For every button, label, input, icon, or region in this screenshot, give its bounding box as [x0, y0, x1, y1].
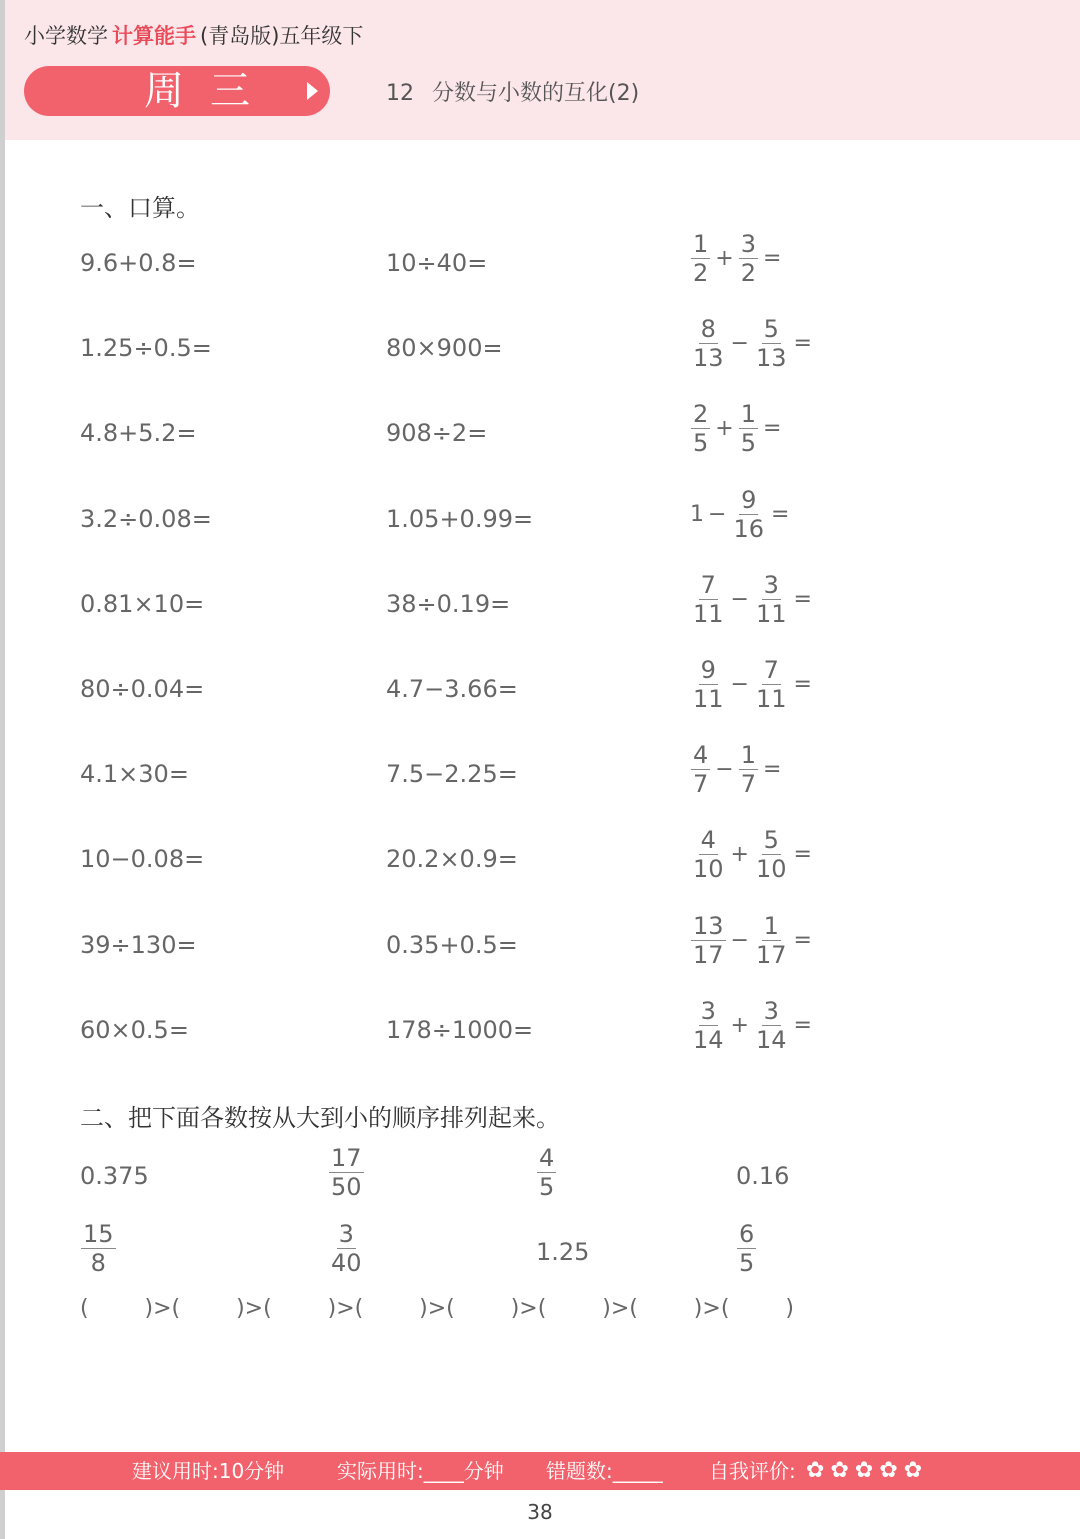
- fraction: [81, 1220, 116, 1277]
- problem-col1: 4.8+5.2=: [80, 419, 197, 448]
- problem-col1: 4.1×30=: [80, 760, 189, 789]
- rating-flower-icon[interactable]: ✿: [854, 1458, 874, 1483]
- fraction-numerator: 17: [331, 1144, 362, 1172]
- lesson-title: 分数与小数的互化(2): [432, 81, 640, 106]
- whole-number: 1: [690, 501, 704, 527]
- fraction-number: [326, 1144, 367, 1201]
- equals-sign: =: [793, 672, 812, 697]
- fraction: [691, 826, 726, 883]
- problem-col1: 80÷0.04=: [80, 675, 205, 703]
- fraction-problem: [688, 997, 814, 1054]
- problem-col2: 4.7−3.66=: [386, 675, 518, 703]
- fraction-numerator: 15: [83, 1220, 114, 1248]
- problem-col1: 3.2÷0.08=: [80, 504, 212, 533]
- fraction-numerator: 9: [741, 485, 757, 514]
- fraction: [754, 656, 789, 713]
- fraction-numerator: 9: [700, 656, 716, 684]
- fraction: [691, 400, 710, 457]
- fraction-denominator: 40: [331, 1249, 362, 1277]
- fraction-denominator: 16: [733, 514, 764, 543]
- fraction-denominator: 5: [739, 1249, 755, 1277]
- fraction-number: [734, 1220, 759, 1277]
- fraction-denominator: 14: [755, 1025, 787, 1054]
- fraction-problem: [688, 656, 814, 713]
- operator: −: [730, 672, 749, 697]
- problem-col2: 10÷40=: [386, 249, 488, 277]
- fraction-number: [326, 1220, 367, 1277]
- problem-col2: 7.5−2.25=: [386, 760, 518, 789]
- fraction-denominator: 10: [755, 855, 787, 884]
- equals-sign: =: [763, 757, 782, 783]
- book-brand: 计算能手: [112, 24, 196, 48]
- actual-time-field[interactable]: 实际用时:____分钟: [337, 1459, 504, 1483]
- fraction-denominator: 5: [740, 429, 756, 458]
- operator: +: [730, 842, 749, 868]
- fraction-problem: [688, 486, 791, 543]
- fraction-denominator: 11: [693, 685, 724, 713]
- problem-col2: 38÷0.19=: [386, 589, 511, 618]
- fraction-numerator: 5: [763, 826, 779, 855]
- fraction: [754, 826, 789, 883]
- problem-col1: 60×0.5=: [80, 1015, 189, 1044]
- equals-sign: =: [793, 586, 812, 612]
- operator: −: [715, 757, 734, 783]
- rating-flower-icon[interactable]: ✿: [830, 1458, 849, 1483]
- fraction-number: [534, 1144, 559, 1201]
- lesson-number: 12: [386, 81, 414, 106]
- decimal-number: 0.16: [736, 1162, 790, 1190]
- problem-col1: 0.81×10=: [80, 589, 205, 618]
- footer-bar: [0, 1452, 1080, 1490]
- equals-sign: =: [793, 927, 812, 953]
- self-eval-stars: [806, 1459, 928, 1483]
- fraction-problem: [688, 826, 814, 883]
- operator: −: [730, 331, 749, 357]
- fraction-denominator: 14: [693, 1025, 724, 1054]
- section1-title: 一、口算。: [80, 194, 200, 222]
- fraction: [739, 741, 758, 798]
- fraction: [739, 230, 758, 287]
- fraction-denominator: 11: [755, 599, 787, 628]
- fraction-numerator: 6: [739, 1220, 755, 1248]
- fraction-numerator: 5: [763, 315, 779, 344]
- fraction-numerator: 3: [700, 996, 716, 1025]
- fraction-numerator: 1: [740, 741, 756, 770]
- equals-sign: =: [793, 331, 812, 357]
- fraction: [691, 656, 726, 713]
- fraction-denominator: 13: [755, 344, 787, 373]
- fraction-numerator: 4: [700, 826, 716, 855]
- fraction-numerator: 8: [700, 315, 716, 344]
- operator: −: [730, 927, 749, 953]
- fraction-denominator: 2: [693, 259, 709, 287]
- decimal-number: 1.25: [536, 1238, 590, 1266]
- problem-col2: 178÷1000=: [386, 1015, 534, 1044]
- fraction-denominator: 5: [693, 429, 709, 458]
- fraction: [537, 1144, 556, 1201]
- operator: −: [708, 501, 727, 527]
- fraction: [329, 1144, 364, 1201]
- equals-sign: =: [763, 246, 782, 271]
- fraction-numerator: 3: [338, 1220, 354, 1248]
- fraction-numerator: 7: [763, 656, 779, 684]
- error-count-field[interactable]: 错题数:_____: [546, 1459, 663, 1483]
- fraction-denominator: 13: [693, 344, 724, 373]
- problem-col1: 9.6+0.8=: [80, 249, 197, 277]
- fraction-numerator: 2: [693, 400, 709, 429]
- rating-flower-icon[interactable]: ✿: [806, 1458, 825, 1483]
- day-label: 周三: [144, 68, 276, 114]
- fraction-numerator: 7: [700, 570, 716, 599]
- operator: +: [715, 246, 734, 271]
- play-arrow-icon: [307, 82, 318, 100]
- fraction: [329, 1220, 364, 1277]
- fraction-numerator: 4: [693, 741, 709, 770]
- fraction-denominator: 7: [693, 770, 709, 799]
- fraction: [691, 741, 710, 798]
- fraction-problem: [688, 230, 783, 287]
- fraction: [754, 912, 789, 969]
- fraction-denominator: 8: [90, 1249, 106, 1277]
- section2-title: 二、把下面各数按从大到小的顺序排列起来。: [80, 1104, 560, 1132]
- page-edge: [0, 0, 5, 1539]
- fraction-denominator: 5: [539, 1173, 555, 1201]
- fraction-numerator: 1: [693, 230, 709, 258]
- suggested-time: 建议用时:10分钟: [132, 1459, 285, 1483]
- book-title: [24, 20, 363, 50]
- equals-sign: =: [793, 1012, 812, 1038]
- problem-col2: 1.05+0.99=: [386, 504, 534, 533]
- fraction: [737, 1220, 756, 1277]
- fraction: [691, 315, 726, 372]
- problem-col2: 80×900=: [386, 334, 503, 363]
- fraction: [754, 571, 789, 628]
- rating-flower-icon[interactable]: ✿: [903, 1458, 923, 1483]
- problem-col1: 1.25÷0.5=: [80, 334, 212, 363]
- book-suffix: (青岛版)五年级下: [200, 24, 364, 48]
- fraction-denominator: 7: [740, 770, 756, 799]
- equals-sign: =: [793, 842, 812, 868]
- fraction-number: [78, 1220, 119, 1277]
- ordering-answer-blanks[interactable]: ( )>( )>( )>( )>( )>( )>( )>( ): [80, 1296, 794, 1321]
- fraction-numerator: 3: [763, 996, 779, 1025]
- fraction: [754, 315, 789, 372]
- fraction-numerator: 13: [693, 911, 724, 940]
- lesson-heading: [386, 76, 639, 107]
- fraction-problem: [688, 400, 783, 457]
- rating-flower-icon[interactable]: ✿: [879, 1458, 898, 1483]
- fraction-denominator: 17: [755, 940, 787, 969]
- equals-sign: =: [770, 501, 790, 527]
- fraction-numerator: 1: [763, 911, 779, 940]
- fraction-denominator: 11: [755, 685, 787, 713]
- fraction-problem: [688, 571, 814, 628]
- fraction-denominator: 10: [693, 855, 724, 884]
- fraction: [731, 486, 766, 543]
- fraction-problem: [688, 741, 783, 798]
- fraction: [691, 997, 726, 1054]
- self-eval-label: 自我评价:: [709, 1459, 796, 1483]
- problem-col1: 10−0.08=: [80, 845, 205, 874]
- fraction-denominator: 11: [693, 599, 724, 628]
- fraction-numerator: 4: [539, 1144, 555, 1172]
- fraction-denominator: 50: [331, 1173, 362, 1201]
- fraction: [754, 997, 789, 1054]
- problem-col1: 39÷130=: [80, 930, 197, 959]
- book-prefix: 小学数学: [24, 24, 108, 48]
- fraction: [691, 230, 710, 287]
- fraction-numerator: 3: [763, 570, 779, 599]
- operator: +: [715, 416, 734, 442]
- fraction-numerator: 1: [740, 400, 756, 429]
- fraction: [739, 400, 758, 457]
- operator: +: [730, 1012, 749, 1038]
- decimal-number: 0.375: [80, 1162, 149, 1190]
- problem-col2: 908÷2=: [386, 419, 488, 448]
- fraction-numerator: 3: [740, 230, 756, 258]
- fraction-denominator: 17: [693, 940, 724, 969]
- equals-sign: =: [763, 416, 782, 442]
- fraction-denominator: 2: [740, 259, 756, 287]
- fraction-problem: [688, 315, 814, 372]
- fraction-problem: [688, 912, 814, 969]
- day-badge: [24, 66, 330, 116]
- problem-col2: 0.35+0.5=: [386, 930, 518, 959]
- operator: −: [730, 586, 749, 612]
- page-number: 38: [527, 1500, 553, 1524]
- problem-col2: 20.2×0.9=: [386, 845, 518, 874]
- fraction: [691, 571, 726, 628]
- fraction: [691, 912, 726, 969]
